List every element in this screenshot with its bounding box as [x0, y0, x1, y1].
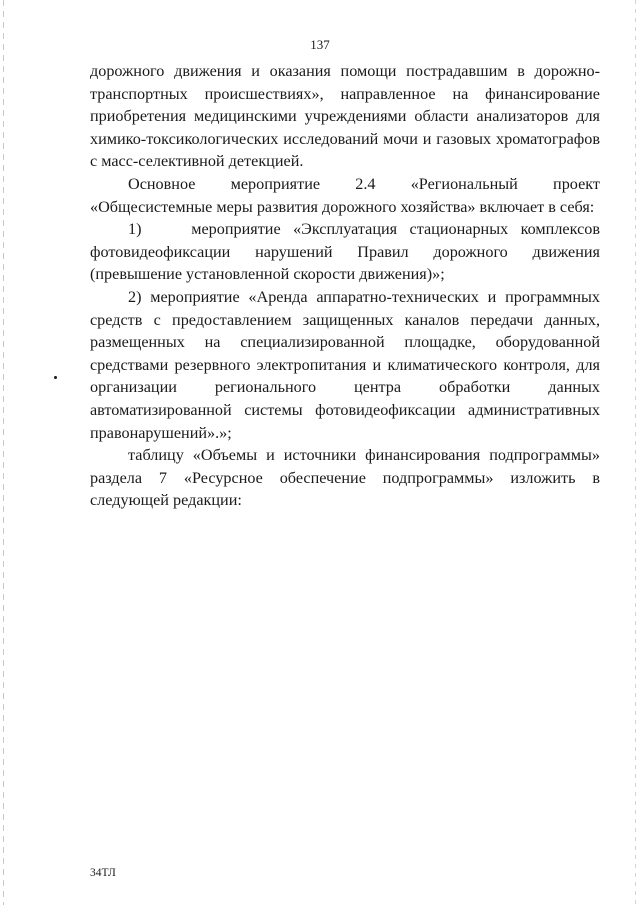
margin-mark — [54, 376, 57, 379]
footer-code: 34ТЛ — [90, 867, 116, 879]
page-number: 137 — [310, 37, 330, 52]
paragraph-item-1: 1) мероприятие «Эксплуатация стационарных комплексов фотовидеофиксации нарушений Правил дорожного движения (превышение установленной скорости движения)»; — [90, 220, 600, 284]
scan-edge-right — [635, 0, 636, 905]
paragraph-continuation: дорожного движения и оказания помощи пострадавшим в дорожно-транспортных происшествиях», направленное на финансирование приобретения медицинскими учреждениями области анализаторов для химико-токсикологических исследований мочи и газовых хроматографов с масс-селективной детекцией. — [90, 62, 600, 171]
body-text — [90, 60, 600, 512]
paragraph-main-activity: Основное мероприятие 2.4 «Региональный проект «Общесистемные меры развития дорожного хозяйства» включает в себя: — [90, 174, 600, 216]
scan-edge-left — [3, 0, 4, 905]
paragraph-table-instruction: таблицу «Объемы и источники финансирования подпрограммы» раздела 7 «Ресурсное обеспечение подпрограммы» изложить в следующей редакции: — [90, 446, 600, 510]
paragraph-item-2: 2) мероприятие «Аренда аппаратно-технических и программных средств с предоставлением защищенных каналов передачи данных, размещенных на специализированной площадке, оборудованной средствами резервного электропитания и климатического контроля, для организации регионального центра обработки данных автоматизированной системы фотовидеофиксации административных правонарушений».»; — [90, 287, 600, 442]
